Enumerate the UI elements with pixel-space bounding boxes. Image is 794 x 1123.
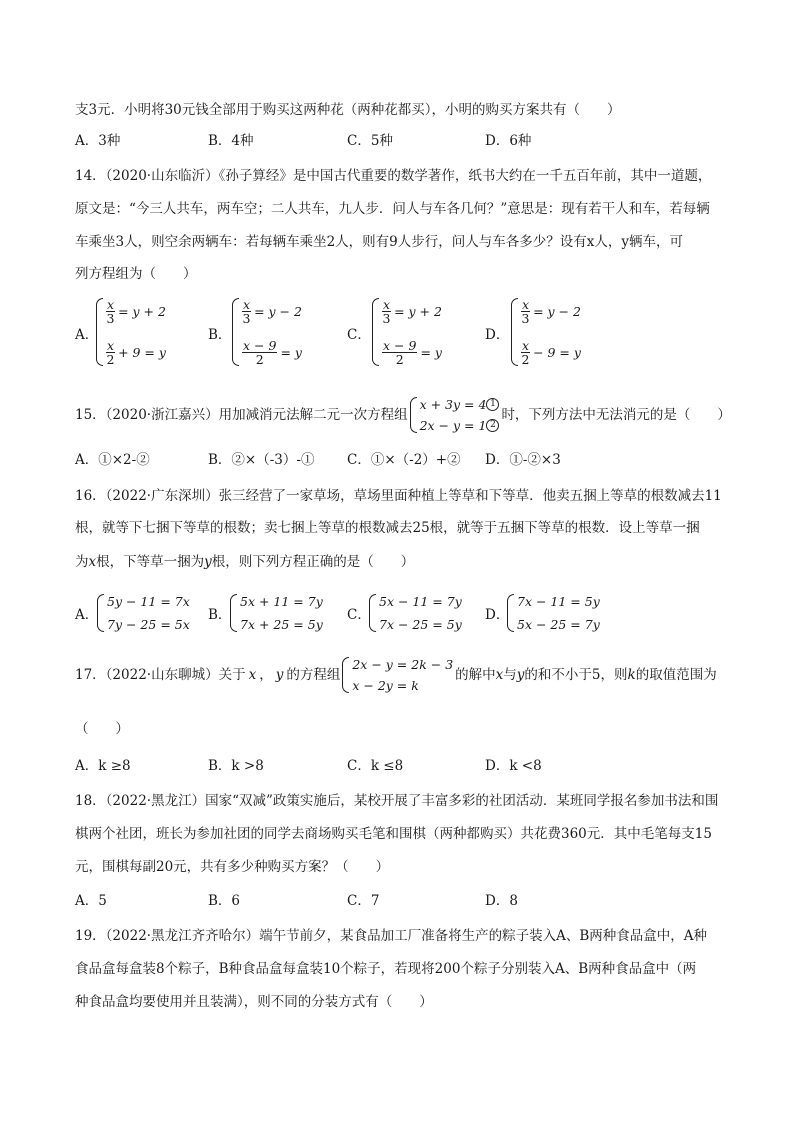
q16-option-c-system[interactable]: 5x − 11 = 7y 7x − 25 = 5y	[369, 594, 462, 632]
q18-option-a[interactable]: A．5	[75, 893, 107, 909]
q17-system: 2x − y = 2k − 3 x − 2y = k	[342, 657, 453, 693]
q13-option-a[interactable]: A．3种	[75, 133, 121, 149]
q14-option-b-label[interactable]: B．	[208, 327, 232, 343]
q13-option-d[interactable]: D．6种	[485, 133, 532, 149]
q18-line-1: 18．（2022·黑龙江）国家“双减”政策实施后，某校开展了丰富多彩的社团活动．某班同学报名参加书法和围	[75, 793, 719, 809]
q19-line-3: 种食品盒均要使用并且装满），则不同的分装方式有（ ）	[75, 994, 433, 1010]
q16-option-a-system[interactable]: 5y − 11 = 7x 7y − 25 = 5x	[97, 594, 190, 632]
brace-icon	[511, 298, 518, 366]
brace-icon	[230, 594, 237, 632]
q18-option-c[interactable]: C．7	[347, 893, 380, 909]
q15-option-a[interactable]: A．①×2-②	[75, 452, 150, 468]
circled-number-icon: 1	[486, 398, 499, 411]
q15-option-c[interactable]: C．①×（-2）+②	[347, 452, 461, 468]
q14-option-a-system[interactable]: $\frac{x}{3}$ = y + 2 $\frac{x}{2}$ + 9 = y	[96, 298, 166, 366]
q16-option-d-label[interactable]: D．	[485, 607, 510, 623]
q17-paren: （ ）	[75, 721, 129, 737]
q14-line-1: 14．（2020·山东临沂）《孙子算经》是中国古代重要的数学著作，纸书大约在一千五百年前，其中一道题，	[75, 168, 712, 184]
q18-line-2: 棋两个社团，班长为参加社团的同学去商场购买毛笔和围棋（两种都购买）共花费360元．其中毛笔每支15	[75, 826, 712, 842]
q14-option-c-system[interactable]: $\frac{x}{3}$ = y + 2 $\frac{x - 9}{2}$ = y	[372, 298, 442, 366]
brace-icon	[372, 298, 379, 366]
q16-line-2: 根，就等下七捆下等草的根数；卖七捆上等草的根数减去25根，就等于五捆下等草的根数．设上等草一捆	[75, 520, 700, 536]
q17-option-a[interactable]: A．k ≥8	[75, 758, 131, 774]
q14-option-c-label[interactable]: C．	[347, 327, 371, 343]
brace-icon	[96, 298, 103, 366]
q13-option-b[interactable]: B．4种	[208, 133, 254, 149]
brace-icon	[410, 397, 417, 433]
q15-option-d[interactable]: D．①-②×3	[485, 452, 561, 468]
q14-line-3: 车乘坐3人，则空余两辆车：若每辆车乘坐2人，则有9人步行，问人与车各多少？设有x人，y辆车，可	[75, 234, 684, 250]
q16-line-1: 16．（2022·广东深圳）张三经营了一家草场，草场里面种植上等草和下等草．他卖五捆上等草的根数减去11	[75, 488, 722, 504]
q16-line-3: 为x根，下等草一捆为y根，则下列方程正确的是（ ）	[75, 554, 415, 570]
q16-option-b-system[interactable]: 5x + 11 = 7y 7x + 25 = 5y	[230, 594, 323, 632]
q17-option-b[interactable]: B．k >8	[208, 758, 264, 774]
brace-icon	[97, 594, 104, 632]
q18-option-b[interactable]: B．6	[208, 893, 241, 909]
q14-option-b-system[interactable]: $\frac{x}{3}$ = y − 2 $\frac{x - 9}{2}$ = y	[232, 298, 302, 366]
q16-option-b-label[interactable]: B．	[208, 607, 232, 623]
q18-line-3: 元，围棋每副20元，共有多少种购买方案？（ ）	[75, 859, 390, 875]
q17-stem: 17．（2022·山东聊城）关于 x ， y 的方程组 2x − y = 2k − 3 x − 2y = k 的解中 x 与 y 的和不小于5，则 k 的取值范围为	[75, 657, 717, 693]
q14-option-d-label[interactable]: D．	[485, 327, 510, 343]
q15-system: x + 3y = 4 1 2x − y = 1 2	[410, 397, 500, 433]
q19-line-1: 19．（2022·黑龙江齐齐哈尔）端午节前夕，某食品加工厂准备将生产的粽子装入A、B两种食品盒中，A种	[75, 928, 707, 944]
q15-option-b[interactable]: B．②×（-3）-①	[208, 452, 315, 468]
brace-icon	[232, 298, 239, 366]
q17-option-c[interactable]: C．k ≤8	[347, 758, 404, 774]
q15-stem: 15．（2020·浙江嘉兴）用加减消元法解二元一次方程组 x + 3y = 4 1 2x − y = 1 2 时，下列方法中无法消元的是（ ）	[75, 397, 731, 433]
q13-text: 支3元．小明将30元钱全部用于购买这两种花（两种花都买），小明的购买方案共有（ ）	[75, 102, 621, 118]
brace-icon	[369, 594, 376, 632]
q14-option-d-system[interactable]: $\frac{x}{3}$ = y − 2 $\frac{x}{2}$ − 9 = y	[511, 298, 581, 366]
circled-number-icon: 2	[486, 419, 499, 432]
q13-option-c[interactable]: C．5种	[347, 133, 393, 149]
q18-option-d[interactable]: D．8	[485, 893, 518, 909]
q19-line-2: 食品盒每盒装8个粽子，B种食品盒每盒装10个粽子，若现将200个粽子分别装入A、B两种食品盒中（两	[75, 961, 697, 977]
q16-option-d-system[interactable]: 7x − 11 = 5y 5x − 25 = 7y	[507, 594, 600, 632]
brace-icon	[507, 594, 514, 632]
q17-option-d[interactable]: D．k <8	[485, 758, 542, 774]
q16-option-a-label[interactable]: A．	[75, 607, 99, 623]
brace-icon	[342, 657, 349, 693]
q16-option-c-label[interactable]: C．	[347, 607, 371, 623]
q14-line-2: 原文是：“今三人共车，两车空；二人共车，九人步．问人与车各几何？”意思是：现有若干人和车，若每辆	[75, 201, 710, 217]
q14-line-4: 列方程组为（ ）	[75, 266, 197, 282]
q14-option-a-label[interactable]: A．	[75, 327, 99, 343]
